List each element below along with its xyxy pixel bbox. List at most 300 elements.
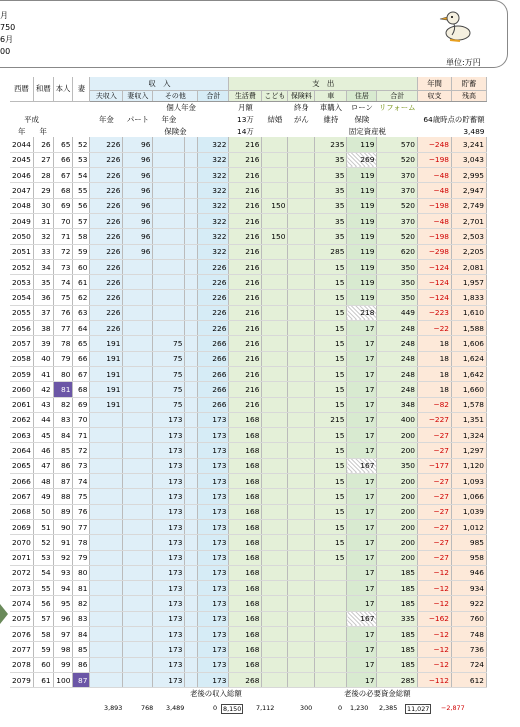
annual-balance: −198 [418, 229, 452, 244]
self-age: 89 [53, 504, 73, 519]
car-cost [315, 581, 347, 596]
year-japanese: 33 [33, 244, 53, 259]
wife-age: 86 [73, 657, 90, 672]
other-income-1: 173 [153, 504, 185, 519]
children-cost [262, 581, 288, 596]
living-cost: 216 [229, 137, 262, 152]
self-age: 91 [53, 535, 73, 550]
car-cost [315, 657, 347, 672]
children-cost [262, 275, 288, 290]
wife-income [123, 565, 153, 580]
insurance-cost [288, 183, 315, 198]
savings-balance: 2,503 [452, 229, 487, 244]
wife-income [123, 412, 153, 427]
husband-income [90, 627, 123, 642]
income-total: 322 [198, 198, 229, 213]
col-husband-income: 夫収入 [90, 90, 123, 101]
self-age: 97 [53, 627, 73, 642]
annual-balance: −298 [418, 244, 452, 259]
insurance-cost [288, 596, 315, 611]
income-total: 266 [198, 382, 229, 397]
year-japanese: 58 [33, 627, 53, 642]
year-japanese: 49 [33, 489, 53, 504]
insurance-cost [288, 351, 315, 366]
wife-age: 76 [73, 504, 90, 519]
other-income-2 [185, 198, 198, 213]
annual-balance: −48 [418, 213, 452, 228]
wife-age: 66 [73, 351, 90, 366]
savings-balance: 1,351 [452, 412, 487, 427]
wife-income [123, 657, 153, 672]
annual-balance: 18 [418, 382, 452, 397]
wife-income [123, 642, 153, 657]
table-row [10, 596, 487, 611]
cashflow-table [10, 77, 487, 688]
car-cost: 15 [315, 474, 347, 489]
husband-income: 226 [90, 244, 123, 259]
children-cost [262, 611, 288, 626]
expense-total: 449 [377, 305, 418, 320]
income-total: 226 [198, 259, 229, 274]
annual-balance: −177 [418, 458, 452, 473]
year-japanese: 48 [33, 474, 53, 489]
year-western: 2066 [10, 474, 33, 489]
year-western: 2073 [10, 581, 33, 596]
other-income-2 [185, 382, 198, 397]
expense-total: 248 [377, 351, 418, 366]
year-japanese: 29 [33, 183, 53, 198]
living-cost: 216 [229, 198, 262, 213]
insurance-cost [288, 412, 315, 427]
other-income-2 [185, 535, 198, 550]
annual-balance: −227 [418, 412, 452, 427]
expense-total: 570 [377, 137, 418, 152]
living-cost: 216 [229, 259, 262, 274]
children-cost [262, 565, 288, 580]
wife-age: 74 [73, 474, 90, 489]
other-income-1: 173 [153, 565, 185, 580]
year-western: 2065 [10, 458, 33, 473]
table-row [10, 397, 487, 412]
other-income-1: 173 [153, 657, 185, 672]
annual-balance: −12 [418, 627, 452, 642]
year-japanese: 54 [33, 565, 53, 580]
annual-balance: −12 [418, 596, 452, 611]
wife-income: 96 [123, 183, 153, 198]
insurance-cost [288, 382, 315, 397]
car-cost: 15 [315, 428, 347, 443]
savings-balance: 1,297 [452, 443, 487, 458]
year-western: 2056 [10, 321, 33, 336]
table-row [10, 458, 487, 473]
income-total-label: 老後の収入総額 [190, 689, 242, 698]
living-cost: 168 [229, 581, 262, 596]
car-cost: 15 [315, 321, 347, 336]
table-row [10, 198, 487, 213]
self-age: 67 [53, 168, 73, 183]
other-income-1 [153, 275, 185, 290]
insurance-cost [288, 305, 315, 320]
car-cost [315, 611, 347, 626]
income-group-header: 収 入 [90, 77, 229, 90]
year-western: 2052 [10, 259, 33, 274]
housing-cost: 119 [347, 198, 377, 213]
table-row [10, 213, 487, 228]
sub-header-3 [10, 125, 487, 137]
children-cost [262, 305, 288, 320]
wife-income [123, 672, 153, 687]
income-total: 173 [198, 504, 229, 519]
car-purchase-label: 車購入 [319, 102, 342, 112]
savings-balance: 2,081 [452, 259, 487, 274]
wife-age: 69 [73, 397, 90, 412]
living-cost: 216 [229, 183, 262, 198]
col-wife-income: 妻収入 [123, 90, 153, 101]
other-income-2 [185, 412, 198, 427]
husband-income [90, 611, 123, 626]
income-total: 173 [198, 672, 229, 687]
housing-cost: 119 [347, 213, 377, 228]
year-western: 2064 [10, 443, 33, 458]
other-income-2 [185, 657, 198, 672]
other-income-1: 75 [153, 351, 185, 366]
expense-total: 200 [377, 535, 418, 550]
pension-label: 年金 [99, 114, 114, 124]
car-cost: 35 [315, 213, 347, 228]
year-label-2: 年 [39, 126, 47, 136]
living-cost: 216 [229, 321, 262, 336]
housing-cost: 17 [347, 397, 377, 412]
footer-value: 3,893 [104, 704, 123, 712]
income-total: 322 [198, 244, 229, 259]
housing-cost: 17 [347, 535, 377, 550]
children-cost [262, 474, 288, 489]
other-income-1: 173 [153, 428, 185, 443]
husband-income [90, 412, 123, 427]
savings-balance: 1,610 [452, 305, 487, 320]
self-age: 92 [53, 550, 73, 565]
other-income-2 [185, 351, 198, 366]
self-age: 72 [53, 244, 73, 259]
table-row [10, 290, 487, 305]
other-income-1 [153, 137, 185, 152]
annual-balance: −48 [418, 183, 452, 198]
wife-age: 71 [73, 428, 90, 443]
footer-balance-total: −2,877 [441, 704, 465, 712]
insurance-cost [288, 642, 315, 657]
self-age: 70 [53, 213, 73, 228]
other-income-1: 173 [153, 596, 185, 611]
husband-income: 191 [90, 382, 123, 397]
income-total: 226 [198, 275, 229, 290]
wife-age: 84 [73, 627, 90, 642]
other-income-2 [185, 321, 198, 336]
insurance-cost [288, 611, 315, 626]
year-western: 2054 [10, 290, 33, 305]
insurance-cost [288, 504, 315, 519]
children-cost [262, 519, 288, 534]
annual-balance: −27 [418, 428, 452, 443]
housing-cost: 17 [347, 565, 377, 580]
car-cost: 15 [315, 305, 347, 320]
year-western: 2079 [10, 672, 33, 687]
col-self-age: 本人 [53, 77, 73, 101]
living-cost: 216 [229, 397, 262, 412]
footer-value: 300 [300, 704, 313, 712]
housing-cost: 119 [347, 229, 377, 244]
footer-value: 0 [338, 704, 343, 712]
husband-income: 226 [90, 168, 123, 183]
living-cost: 216 [229, 290, 262, 305]
expense-total: 185 [377, 596, 418, 611]
insurance-sub-label: 保険 [354, 114, 370, 124]
savings-balance: 985 [452, 535, 487, 550]
children-cost [262, 489, 288, 504]
car-cost: 35 [315, 183, 347, 198]
savings-balance: 1,324 [452, 428, 487, 443]
self-age: 71 [53, 229, 73, 244]
living-cost: 168 [229, 443, 262, 458]
self-age: 93 [53, 565, 73, 580]
year-japanese: 44 [33, 412, 53, 427]
year-western: 2060 [10, 382, 33, 397]
annual-balance: −22 [418, 321, 452, 336]
children-cost [262, 550, 288, 565]
table-row [10, 351, 487, 366]
year-japanese: 43 [33, 397, 53, 412]
husband-income [90, 458, 123, 473]
savings-balance: 1,606 [452, 336, 487, 351]
insurance-cost [288, 519, 315, 534]
housing-cost: 119 [347, 275, 377, 290]
bird-illustration-icon [436, 5, 476, 45]
annual-balance: −112 [418, 672, 452, 687]
col-expense-total: 合計 [377, 90, 418, 101]
wife-age: 62 [73, 290, 90, 305]
car-cost [315, 672, 347, 687]
husband-income [90, 642, 123, 657]
expense-total: 200 [377, 519, 418, 534]
year-japanese: 53 [33, 550, 53, 565]
husband-income [90, 443, 123, 458]
income-total: 173 [198, 489, 229, 504]
children-cost [262, 443, 288, 458]
car-cost [315, 627, 347, 642]
expense-total: 248 [377, 382, 418, 397]
expense-total: 248 [377, 321, 418, 336]
wife-income [123, 351, 153, 366]
expense-total: 185 [377, 565, 418, 580]
living-cost: 168 [229, 504, 262, 519]
husband-income: 226 [90, 183, 123, 198]
husband-income [90, 474, 123, 489]
footer-value: 3,489 [166, 704, 185, 712]
wife-income: 96 [123, 168, 153, 183]
table-row [10, 244, 487, 259]
self-age: 100 [53, 672, 73, 687]
car-cost: 15 [315, 535, 347, 550]
savings-balance: 724 [452, 657, 487, 672]
year-japanese: 46 [33, 443, 53, 458]
wife-income [123, 275, 153, 290]
children-cost [262, 183, 288, 198]
expense-total: 185 [377, 627, 418, 642]
other-income-1: 173 [153, 489, 185, 504]
income-total: 173 [198, 596, 229, 611]
year-japanese: 35 [33, 275, 53, 290]
wife-income [123, 550, 153, 565]
table-row [10, 382, 487, 397]
wife-age: 55 [73, 183, 90, 198]
annual-balance: −27 [418, 443, 452, 458]
col-housing: 住居 [347, 90, 377, 101]
cancer-label: がん [294, 114, 309, 124]
self-age: 76 [53, 305, 73, 320]
other-income-1 [153, 152, 185, 167]
self-age: 73 [53, 259, 73, 274]
income-total: 173 [198, 458, 229, 473]
children-cost [262, 458, 288, 473]
savings-header: 貯蓄 [452, 77, 487, 90]
savings-balance: 1,578 [452, 397, 487, 412]
monthly-13-label: 13万 [237, 114, 254, 124]
year-western: 2070 [10, 535, 33, 550]
wife-age: 61 [73, 275, 90, 290]
wife-age: 81 [73, 581, 90, 596]
wife-income [123, 290, 153, 305]
other-income-1: 173 [153, 412, 185, 427]
wife-age: 64 [73, 321, 90, 336]
children-cost [262, 152, 288, 167]
insurance-cost [288, 443, 315, 458]
year-western: 2063 [10, 428, 33, 443]
year-japanese: 39 [33, 336, 53, 351]
savings-balance: 3,241 [452, 137, 487, 152]
children-cost [262, 259, 288, 274]
wife-income [123, 627, 153, 642]
monthly-label: 月額 [238, 102, 253, 112]
insurance-cost [288, 657, 315, 672]
col-other-income: その他 [153, 90, 198, 101]
annual-balance: −27 [418, 550, 452, 565]
other-income-2 [185, 336, 198, 351]
husband-income [90, 565, 123, 580]
husband-income: 226 [90, 152, 123, 167]
insurance-cost [288, 550, 315, 565]
income-total: 173 [198, 535, 229, 550]
header-box [0, 0, 508, 68]
wife-income [123, 611, 153, 626]
annuity-insurance-label: 保険金 [164, 126, 187, 136]
other-income-1: 173 [153, 550, 185, 565]
table-row [10, 565, 487, 580]
expense-total: 620 [377, 244, 418, 259]
insurance-cost [288, 428, 315, 443]
annual-balance: −198 [418, 198, 452, 213]
private-pension-label: 個人年金 [166, 102, 196, 112]
other-income-1 [153, 259, 185, 274]
savings-balance: 1,588 [452, 321, 487, 336]
other-income-2 [185, 428, 198, 443]
expense-total-label: 老後の必要資金総額 [344, 689, 411, 698]
savings-balance: 1,624 [452, 351, 487, 366]
annual-balance: −223 [418, 305, 452, 320]
header-line-3: 6月 [0, 35, 14, 44]
year-western: 2055 [10, 305, 33, 320]
housing-cost: 17 [347, 443, 377, 458]
living-cost: 168 [229, 489, 262, 504]
other-income-1 [153, 168, 185, 183]
footer-value: 0 [213, 704, 218, 712]
wife-age: 73 [73, 458, 90, 473]
other-income-1: 173 [153, 627, 185, 642]
col-year-japanese: 和暦 [33, 77, 53, 101]
expense-total: 200 [377, 504, 418, 519]
husband-income: 226 [90, 290, 123, 305]
self-age: 90 [53, 519, 73, 534]
savings-balance: 1,833 [452, 290, 487, 305]
other-income-2 [185, 229, 198, 244]
year-western: 2045 [10, 152, 33, 167]
year-japanese: 36 [33, 290, 53, 305]
year-western: 2061 [10, 397, 33, 412]
insurance-cost [288, 535, 315, 550]
housing-cost: 17 [347, 428, 377, 443]
savings-balance: 958 [452, 550, 487, 565]
children-cost [262, 397, 288, 412]
car-cost: 285 [315, 244, 347, 259]
savings-balance: 760 [452, 611, 487, 626]
children-cost [262, 213, 288, 228]
table-row [10, 366, 487, 381]
wife-age: 75 [73, 489, 90, 504]
car-cost: 15 [315, 519, 347, 534]
other-income-1: 173 [153, 581, 185, 596]
annual-balance: −12 [418, 642, 452, 657]
income-total: 266 [198, 351, 229, 366]
insurance-cost [288, 627, 315, 642]
self-age: 98 [53, 642, 73, 657]
income-total: 322 [198, 137, 229, 152]
wife-age: 80 [73, 565, 90, 580]
other-income-1 [153, 290, 185, 305]
husband-income: 226 [90, 259, 123, 274]
annual-balance: −27 [418, 535, 452, 550]
table-row [10, 550, 487, 565]
car-cost: 15 [315, 382, 347, 397]
table-row [10, 183, 487, 198]
housing-cost: 119 [347, 137, 377, 152]
housing-cost: 119 [347, 259, 377, 274]
housing-cost: 17 [347, 474, 377, 489]
year-western: 2046 [10, 168, 33, 183]
savings-balance: 612 [452, 672, 487, 687]
housing-cost: 17 [347, 596, 377, 611]
table-row [10, 137, 487, 152]
insurance-cost [288, 275, 315, 290]
year-japanese: 41 [33, 366, 53, 381]
col-income-total: 合計 [198, 90, 229, 101]
savings-balance: 946 [452, 565, 487, 580]
annual-balance: −12 [418, 581, 452, 596]
housing-cost: 218 [347, 305, 377, 320]
part-label: パート [126, 114, 149, 124]
insurance-cost [288, 229, 315, 244]
property-tax-label: 固定資産税 [348, 126, 386, 136]
income-total: 173 [198, 642, 229, 657]
header-row [10, 77, 487, 90]
expense-total: 350 [377, 458, 418, 473]
